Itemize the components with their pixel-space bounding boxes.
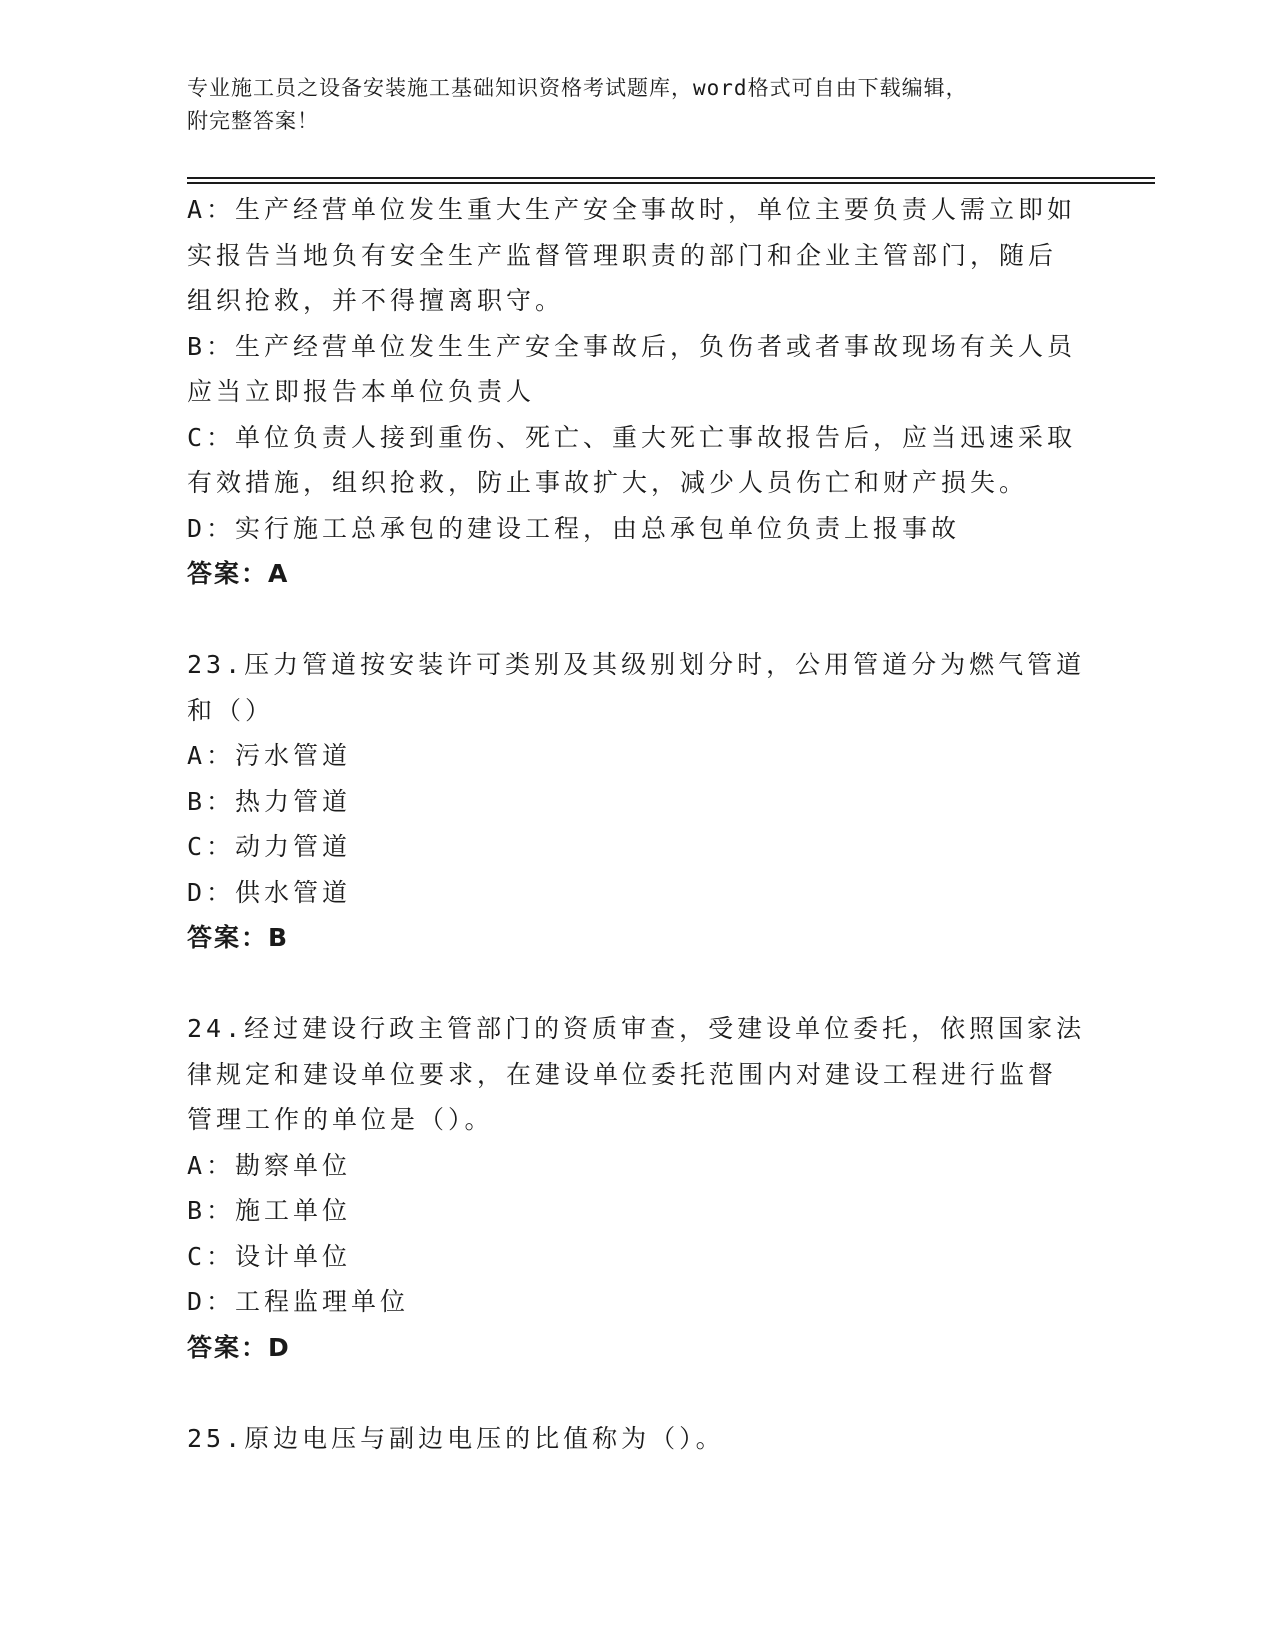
question-stem-line-1: 25.原边电压与副边电压的比值称为（）。 xyxy=(187,1423,725,1453)
question-spacer xyxy=(187,1370,1087,1416)
question-stem-line-1: 24.经过建设行政主管部门的资质审查，受建设单位委托，依照国家法 xyxy=(187,1014,1086,1043)
question-25 xyxy=(187,1416,1087,1462)
option-b-line-1: B：生产经营单位发生生产安全事故后，负伤者或者事故现场有关人员 xyxy=(187,331,1077,361)
option-c: C：设计单位 xyxy=(187,1241,352,1271)
answer-label: 答案：B xyxy=(187,923,290,952)
question-23 xyxy=(187,642,1087,961)
option-d: D：工程监理单位 xyxy=(187,1287,410,1316)
answer-label: 答案：D xyxy=(187,1332,291,1362)
question-stem-line-2: 律规定和建设单位要求，在建设单位委托范围内对建设工程进行监督 xyxy=(187,1059,1058,1089)
question-stem-line-1: 23.压力管道按安装许可类别及其级别划分时，公用管道分为燃气管道 xyxy=(187,650,1086,679)
question-list xyxy=(187,187,1087,1461)
option-a-line-2: 实报告当地负有安全生产监督管理职责的部门和企业主管部门，随后 xyxy=(187,240,1058,270)
question-spacer xyxy=(187,961,1087,1007)
option-b: B：热力管道 xyxy=(187,786,352,816)
header-divider-bottom xyxy=(187,182,1155,184)
option-c-line-2: 有效措施，组织抢救，防止事故扩大，减少人员伤亡和财产损失。 xyxy=(187,468,1029,497)
question-22 xyxy=(187,187,1087,597)
header-title-line-2: 附完整答案！ xyxy=(187,109,319,133)
question-24 xyxy=(187,1006,1087,1370)
option-b-line-2: 应当立即报告本单位负责人 xyxy=(187,377,536,406)
option-c: C：动力管道 xyxy=(187,832,352,861)
option-a-line-3: 组织抢救，并不得擅离职守。 xyxy=(187,286,565,315)
option-d: D：供水管道 xyxy=(187,877,352,907)
header-title-line-1: 专业施工员之设备安装施工基础知识资格考试题库，word格式可自由下载编辑， xyxy=(187,76,968,100)
option-d-line-1: D：实行施工总承包的建设工程，由总承包单位负责上报事故 xyxy=(187,513,961,543)
answer-label: 答案：A xyxy=(187,559,290,588)
question-stem-line-2: 和（） xyxy=(187,695,275,725)
option-b: B：施工单位 xyxy=(187,1196,352,1225)
option-a: A：污水管道 xyxy=(187,741,352,770)
option-a: A：勘察单位 xyxy=(187,1150,352,1180)
question-spacer xyxy=(187,597,1087,643)
option-a-line-1: A：生产经营单位发生重大生产安全事故时，单位主要负责人需立即如 xyxy=(187,195,1077,224)
option-c-line-1: C：单位负责人接到重伤、死亡、重大死亡事故报告后，应当迅速采取 xyxy=(187,422,1077,452)
document-header xyxy=(187,72,1087,138)
question-stem-line-3: 管理工作的单位是（）。 xyxy=(187,1105,494,1134)
header-divider-top xyxy=(187,177,1155,179)
